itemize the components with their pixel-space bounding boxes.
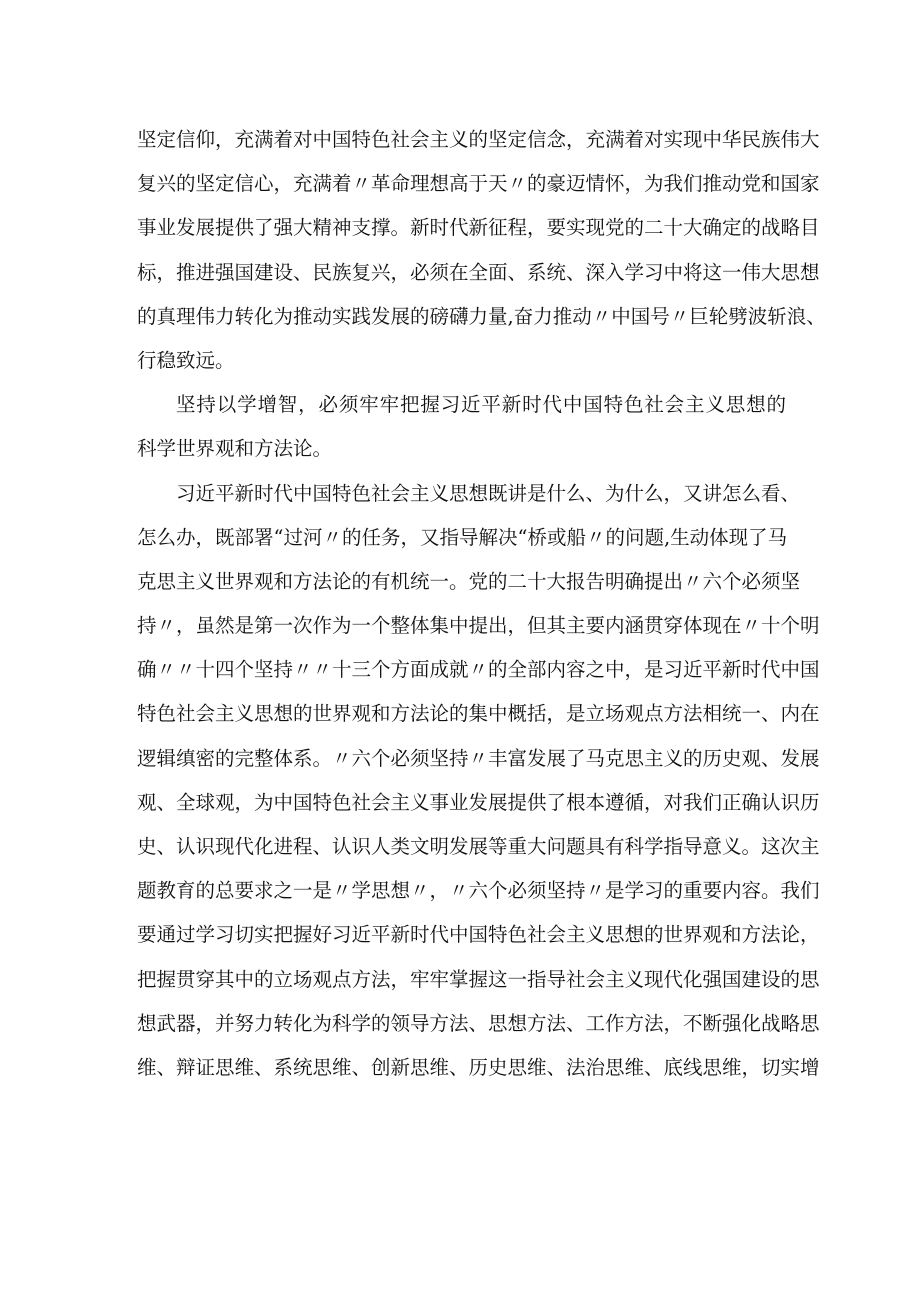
- text-line: 克思主义世界观和方法论的有机统一。党的二十大报告明确提出〃六个必须坚: [137, 569, 801, 593]
- paragraph: [137, 481, 820, 1101]
- text-line: 的真理伟力转化为推动实践发展的磅礴力量,奋力推动〃中国号〃巨轮劈波斩浪、: [137, 304, 826, 328]
- text-line: 观、全球观，为中国特色社会主义事业发展提供了根本遵循，对我们正确认识历: [137, 790, 820, 814]
- text-line: 标，推进强国建设、民族复兴，必须在全面、系统、深入学习中将这一伟大思想: [137, 260, 820, 284]
- text-line: 持〃，虽然是第一次作为一个整体集中提出，但其主要内涵贯穿体现在〃十个明: [137, 614, 820, 638]
- text-line: 维、辩证思维、系统思维、创新思维、历史思维、法治思维、底线思维，切实增: [137, 1055, 820, 1079]
- text-line: 史、认识现代化进程、认识人类文明发展等重大问题具有科学指导意义。这次主: [137, 835, 820, 858]
- text-line: 事业发展提供了强大精神支撑。新时代新征程，要实现党的二十大确定的战略目: [137, 216, 820, 240]
- document-page: [137, 128, 826, 1100]
- text-line: 题教育的总要求之一是〃学思想〃，〃六个必须坚持〃是学习的重要内容。我们: [137, 879, 820, 903]
- text-line: 习近平新时代中国特色社会主义思想既讲是什么、为什么，又讲怎么看、: [176, 481, 801, 505]
- paragraph: [137, 128, 826, 393]
- paragraph: [137, 393, 786, 481]
- text-line: 坚持以学增智，必须牢牢把握习近平新时代中国特色社会主义思想的: [176, 393, 786, 417]
- text-line: 想武器，并努力转化为科学的领导方法、思想方法、工作方法，不断强化战略思: [137, 1011, 820, 1035]
- text-line: 复兴的坚定信心，充满着〃革命理想高于天〃的豪迈情怀，为我们推动党和国家: [137, 172, 820, 196]
- text-line: 行稳致远。: [137, 348, 235, 372]
- text-line: 逻辑缜密的完整体系。〃六个必须坚持〃丰富发展了马克思主义的历史观、发展: [137, 746, 820, 770]
- text-line: 坚定信仰，充满着对中国特色社会主义的坚定信念，充满着对实现中华民族伟大: [137, 128, 820, 151]
- text-line: 怎么办，既部署“过河〃的任务，又指导解决“桥或船〃的问题,生动体现了马: [137, 525, 788, 549]
- text-line: 把握贯穿其中的立场观点方法，牢牢掌握这一指导社会主义现代化强国建设的思: [137, 967, 820, 991]
- text-line: 要通过学习切实把握好习近平新时代中国特色社会主义思想的世界观和方法论，: [137, 923, 820, 947]
- text-line: 特色社会主义思想的世界观和方法论的集中概括，是立场观点方法相统一、内在: [137, 702, 820, 726]
- text-line: 科学世界观和方法论。: [137, 437, 333, 461]
- text-line: 确〃〃十四个坚持〃〃十三个方面成就〃的全部内容之中，是习近平新时代中国: [137, 658, 820, 682]
